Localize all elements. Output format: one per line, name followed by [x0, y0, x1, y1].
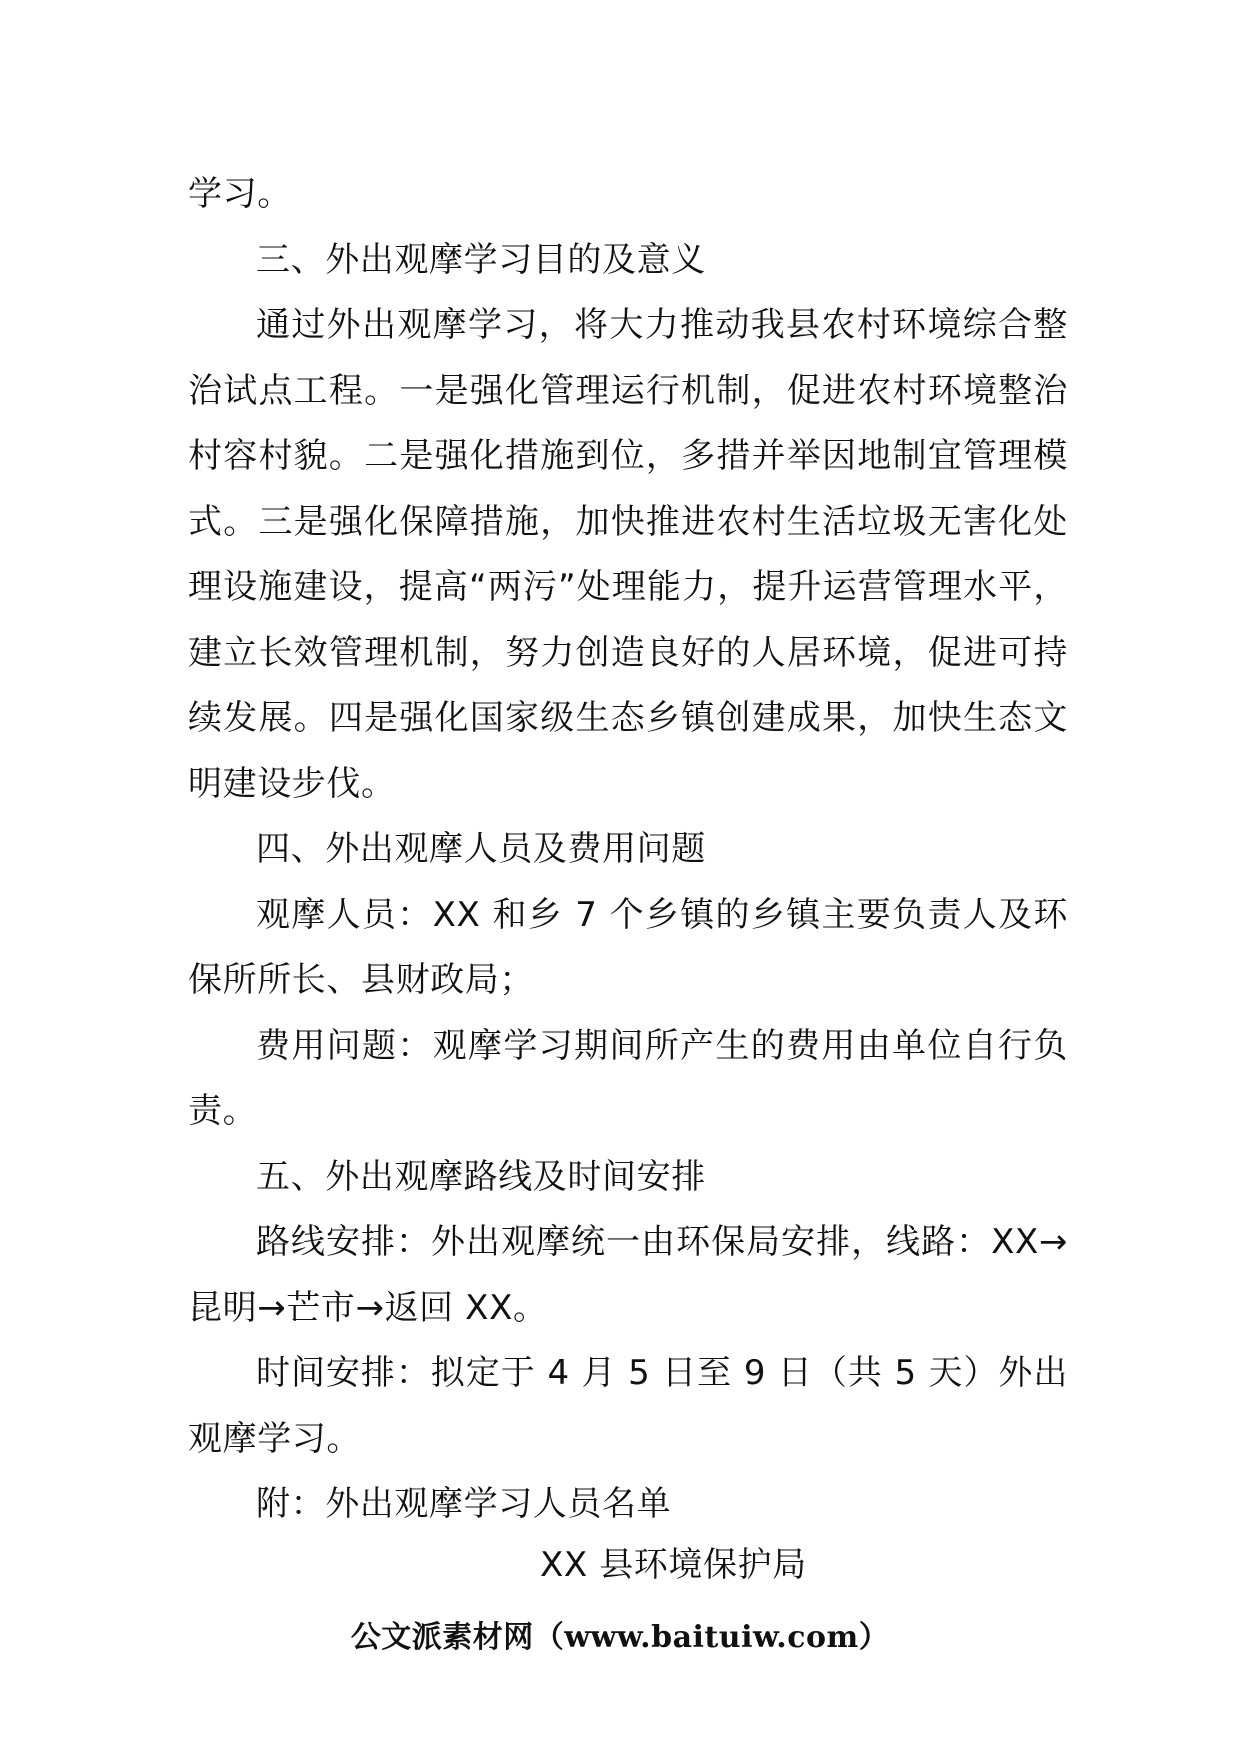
paragraph-continuation: 学习。 — [188, 174, 292, 214]
footer-watermark-text: 公文派素材网（www.baituiw.com） — [350, 1620, 890, 1655]
paragraph-expenses: 费用问题：观摩学习期间所产生的费用由单位自行负责。 — [188, 1025, 1068, 1131]
paragraph-attachment: 附：外出观摩学习人员名单 — [256, 1484, 672, 1524]
section-heading-route: 五、外出观摩路线及时间安排 — [256, 1156, 706, 1197]
paragraph-personnel: 观摩人员：XX 和乡 7 个乡镇的乡镇主要负责人及环保所所长、县财政局； — [188, 894, 1068, 1000]
section-heading-personnel: 四、外出观摩人员及费用问题 — [256, 829, 706, 869]
paragraph-route: 路线安排：外出观摩统一由环保局安排，线路：XX→昆明→芒市→返回 XX。 — [188, 1222, 1068, 1328]
section-heading-purpose: 三、外出观摩学习目的及意义 — [256, 239, 706, 280]
paragraph-schedule: 时间安排：拟定于 4 月 5 日至 9 日（共 5 天）外出观摩学习。 — [188, 1353, 1068, 1459]
signature-organization: XX 县环境保护局 — [540, 1545, 807, 1585]
document-body — [188, 162, 1068, 1538]
paragraph-purpose-body: 通过外出观摩学习，将大力推动我县农村环境综合整治试点工程。一是强化管理运行机制，促进农村环境整治村容村貌。二是强化措施到位，多措并举因地制宜管理模式。三是强化保障措施，加快推进农村生活垃圾无害化处理设施建设，提高“两污”处理能力，提升运营管理水平，建立长效管理机制，努力创造良好的人居环境，促进可持续发展。四是强化国家级生态乡镇创建成果，加快生态文明建设步伐。 — [188, 305, 1068, 804]
